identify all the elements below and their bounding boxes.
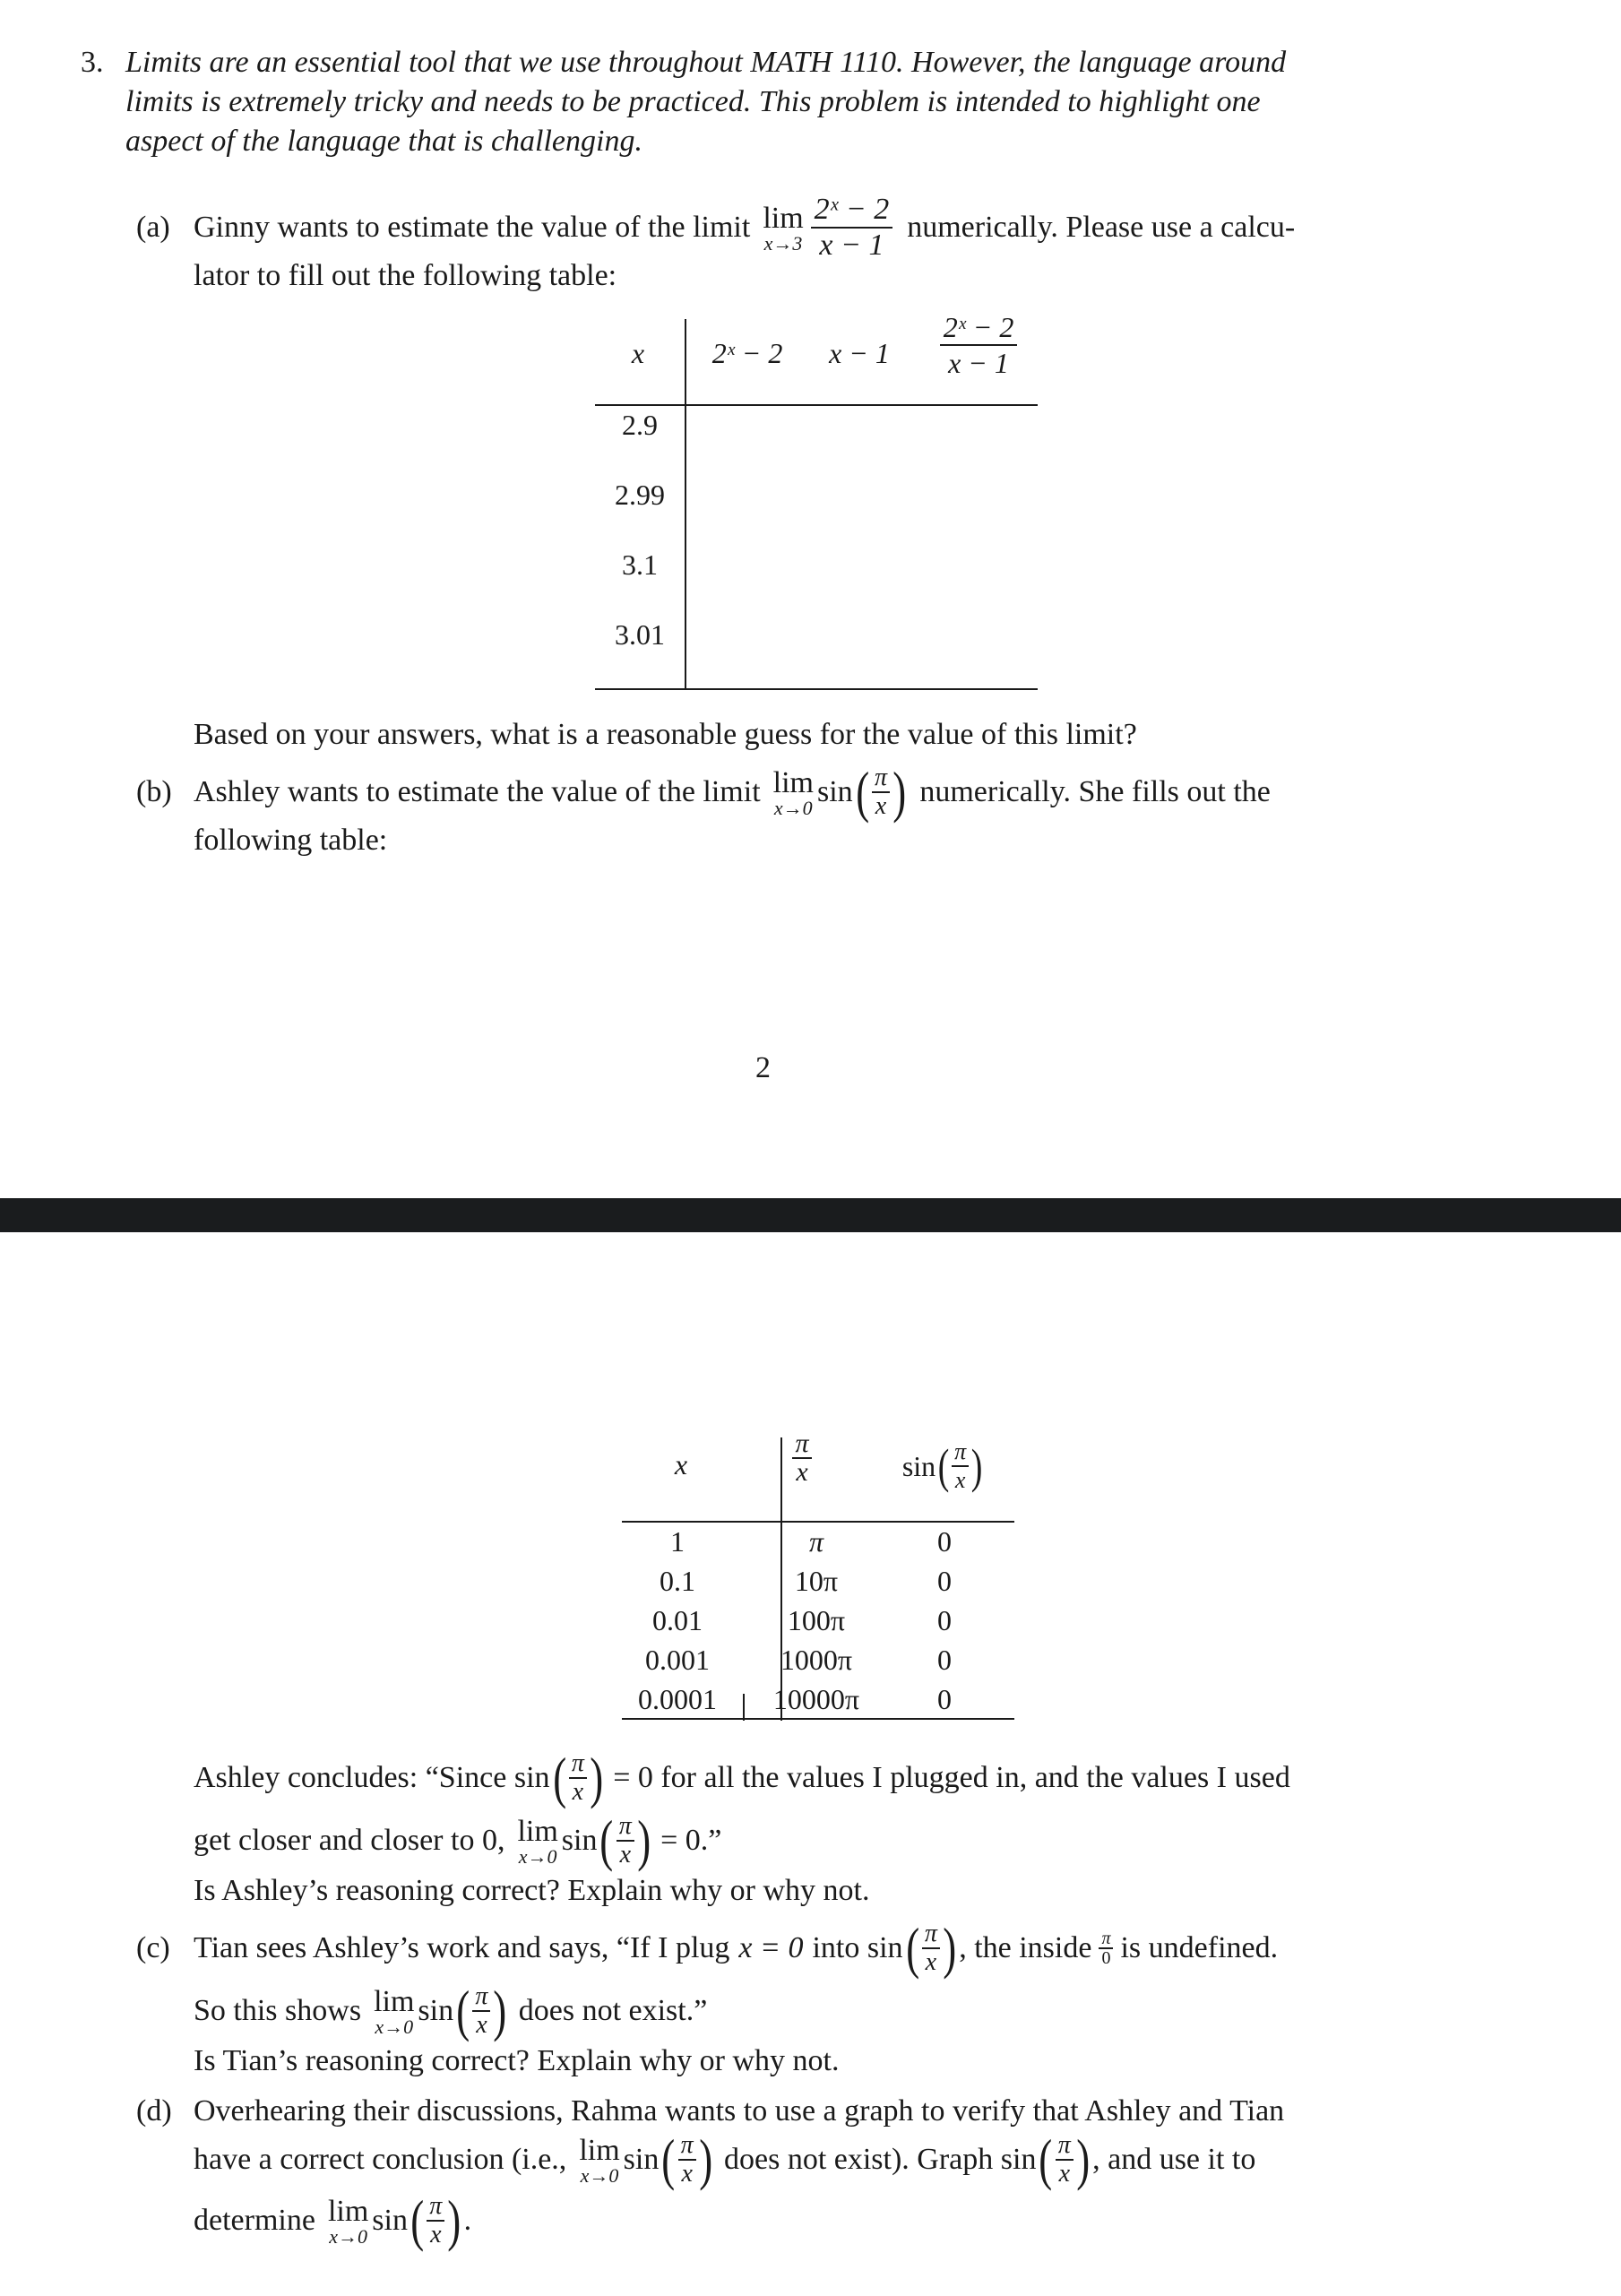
- part-b-label: (b): [136, 775, 172, 808]
- part-c-text-a: Tian sees Ashley’s work and says, “If I plug: [194, 1931, 730, 1964]
- table-b-row-5-pi-x: 10000π: [772, 1683, 860, 1715]
- part-a-line-1: [194, 190, 1295, 265]
- header-x: x: [796, 1457, 808, 1487]
- part-c-line2-text: So this shows: [194, 1994, 362, 2027]
- part-c-text-c: , the inside: [959, 1931, 1092, 1964]
- pi-over-x: $\frac{\pi}{x}$: [872, 764, 890, 820]
- table-b-row-5-x: 0.0001: [638, 1683, 717, 1715]
- part-c-text-d: is undefined.: [1120, 1931, 1279, 1964]
- table-b-row-2-x: 0.1: [660, 1565, 695, 1597]
- part-d-line3-text: determine: [194, 2204, 315, 2237]
- table-b-row-5-sin: 0: [937, 1683, 952, 1715]
- header-sin-text: sin: [901, 1449, 936, 1482]
- problem-number: 3.: [81, 46, 104, 79]
- part-c-line-1: Tian sees Ashley’s work and says, “If I plug x = 0 into sin ( $\frac{\pi}{x}$ ) , the inside $\frac{\pi}{0}$ is undefined.: [194, 1916, 1279, 1980]
- ashley-text-b: = 0 for all the values I plugged in, and the values I used: [613, 1761, 1290, 1794]
- table-b-header-sin: sin ( $\frac{\pi}{x}$ ): [901, 1438, 983, 1493]
- ashley-line-1: Ashley concludes: “Since sin ( $\frac{\pi}{x}$ ) = 0 for all the values I plugged in, and the values I used: [194, 1746, 1290, 1809]
- intro-line-3: aspect of the language that is challenging.: [125, 125, 642, 158]
- lim-subscript: x→0: [773, 797, 813, 819]
- part-b-text-after: numerically. She fills out the: [919, 775, 1271, 808]
- table-a-header-numerator: 2ˣ − 2: [711, 337, 783, 369]
- part-d-period: .: [463, 2204, 472, 2237]
- part-b-sin: sin: [816, 775, 853, 808]
- table-a-x-3-01: 3.01: [615, 618, 665, 651]
- ashley-text-a: Ashley concludes: “Since sin: [194, 1761, 550, 1794]
- table-b-row-1-pi-x: π: [808, 1525, 824, 1558]
- table-a-header-x: x: [631, 337, 645, 369]
- part-c-line2-end: does not exist.”: [518, 1994, 708, 2027]
- table-a-header-quotient: [916, 310, 1041, 380]
- table-b-header-pi-over-x: [753, 1430, 851, 1486]
- table-a-vertical-rule: [685, 319, 686, 690]
- table-b-row-4-pi-x: 1000π: [780, 1644, 853, 1676]
- fraction-denominator: x − 1: [819, 229, 884, 262]
- table-b-row-2-pi-x: 10π: [794, 1565, 839, 1597]
- part-b-line-1: [194, 755, 1271, 830]
- table-b-row-3-sin: 0: [937, 1604, 952, 1636]
- right-paren: ): [892, 760, 907, 824]
- page-separator-band: [0, 1198, 1621, 1232]
- part-d-line-1: Overhearing their discussions, Rahma wants to use a graph to verify that Ashley and Tian: [194, 2094, 1285, 2128]
- part-a-limit: [763, 203, 803, 253]
- part-a-text-after: numerically. Please use a calcu-: [907, 211, 1296, 244]
- part-a-question: Based on your answers, what is a reasonable guess for the value of this limit?: [194, 718, 1137, 751]
- ashley-question: Is Ashley’s reasoning correct? Explain why or why not.: [194, 1874, 870, 1907]
- table-a-header-rule: [595, 404, 1038, 406]
- header-fraction-numerator: 2ˣ − 2: [940, 310, 1018, 346]
- left-paren: (: [855, 760, 869, 824]
- header-pi: π: [792, 1430, 811, 1459]
- part-c-line-2: So this shows lim x→0 sin ( $\frac{\pi}{x}$ ) does not exist.”: [194, 1979, 708, 2042]
- lim-text: lim: [772, 766, 814, 799]
- page-number: 2: [755, 1051, 771, 1084]
- table-a-x-2-9: 2.9: [622, 409, 658, 441]
- part-d-line2-text: have a correct conclusion (i.e.,: [194, 2143, 567, 2176]
- part-c-equation: x = 0: [738, 1931, 804, 1964]
- table-b-header-rule: [622, 1521, 1014, 1523]
- intro-line-1: Limits are an essential tool that we use throughout MATH 1110. However, the language around: [125, 46, 1287, 79]
- table-b-row-4-sin: 0: [937, 1644, 952, 1676]
- lim-text: lim: [763, 202, 804, 235]
- table-a-header-denominator: x − 1: [829, 337, 890, 369]
- part-d-line2-end: , and use it to: [1092, 2143, 1256, 2176]
- table-b-bottom-rule: [622, 1718, 1014, 1720]
- part-a-line-2: lator to fill out the following table:: [194, 259, 617, 292]
- part-b-line-2: following table:: [194, 824, 388, 857]
- part-c-question: Is Tian’s reasoning correct? Explain why or why not.: [194, 2044, 840, 2077]
- part-a-text-before: Ginny wants to estimate the value of the limit: [194, 211, 751, 244]
- table-b-row-2-sin: 0: [937, 1565, 952, 1597]
- part-c-text-b: into sin: [812, 1931, 903, 1964]
- ashley-line2-end: = 0.”: [660, 1824, 722, 1857]
- part-a-fraction: [811, 193, 893, 263]
- ashley-line2-text: get closer and closer to 0,: [194, 1824, 505, 1857]
- table-b-header-x: x: [674, 1448, 688, 1480]
- table-a-bottom-rule: [595, 688, 1038, 690]
- header-fraction-denominator: x − 1: [948, 347, 1009, 379]
- table-b-row-3-x: 0.01: [652, 1604, 703, 1636]
- table-b-row-4-x: 0.001: [645, 1644, 710, 1676]
- ashley-line-2: get closer and closer to 0, lim x→0 sin ( $\frac{\pi}{x}$ ) = 0.”: [194, 1808, 722, 1872]
- table-b-row-1-sin: 0: [937, 1525, 952, 1558]
- part-d-line-3: determine lim x→0 sin ( $\frac{\pi}{x}$ ) .: [194, 2188, 472, 2252]
- part-d-line-2: have a correct conclusion (i.e., lim x→0 sin ( $\frac{\pi}{x}$ ) does not exist). Graph sin ( $\frac{\pi}{x}$ ) , and use it to: [194, 2128, 1256, 2191]
- lim-subscript: x→3: [763, 232, 803, 255]
- part-c-label: (c): [136, 1931, 170, 1964]
- table-a-x-3-1: 3.1: [622, 548, 658, 581]
- part-b-text-before: Ashley wants to estimate the value of the limit: [194, 775, 761, 808]
- part-d-label: (d): [136, 2094, 172, 2128]
- table-b-row-3-pi-x: 100π: [787, 1604, 846, 1636]
- fraction-numerator: 2ˣ − 2: [811, 193, 893, 229]
- part-d-line2-mid: does not exist). Graph sin: [724, 2143, 1037, 2176]
- table-b-row-1-x: 1: [670, 1525, 685, 1558]
- intro-line-2: limits is extremely tricky and needs to be practiced. This problem is intended to highlight one: [125, 85, 1261, 118]
- part-a-label: (a): [136, 211, 170, 244]
- part-b-limit: [773, 767, 814, 817]
- table-a-x-2-99: 2.99: [615, 479, 665, 511]
